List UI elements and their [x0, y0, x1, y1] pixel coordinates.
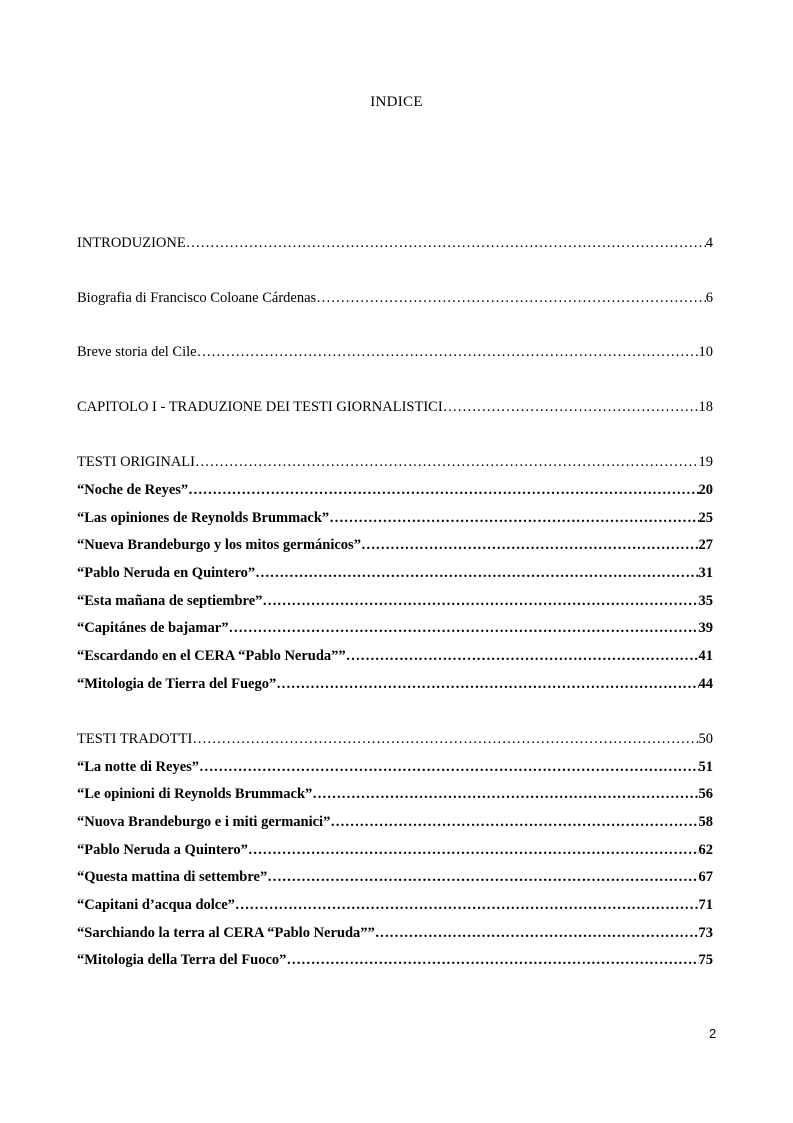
dot-leader: [316, 290, 706, 307]
toc-entry-testi-originali[interactable]: [77, 454, 713, 474]
dot-leader: [346, 648, 699, 665]
dot-leader: [199, 759, 698, 776]
toc-entry-page: 62: [698, 842, 713, 858]
toc-entry-mitologia-tierra[interactable]: [77, 676, 713, 696]
toc-entry-label: “Le opinioni di Reynolds Brummack”: [77, 786, 313, 802]
toc-entry-questa-mattina[interactable]: [77, 869, 713, 889]
toc-entry-label: “Noche de Reyes”: [77, 482, 189, 498]
toc-entry-label: “Capitani d’acqua dolce”: [77, 897, 235, 913]
toc-entry-page: 73: [698, 925, 713, 941]
toc-entry-la-notte-di-reyes[interactable]: [77, 759, 713, 779]
toc-entry-page: 71: [698, 897, 713, 913]
dot-leader: [312, 786, 698, 803]
dot-leader: [443, 399, 699, 416]
toc-entry-esta-manana[interactable]: [77, 593, 713, 613]
toc-entry-label: INTRODUZIONE: [77, 235, 186, 251]
toc-entry-capitanes-de-bajamar[interactable]: [77, 620, 713, 640]
toc-entry-label: “Nueva Brandeburgo y los mitos germánicos”: [77, 537, 361, 553]
toc-entry-label: “Escardando en el CERA “Pablo Neruda””: [77, 648, 346, 664]
toc-entry-page: 75: [698, 952, 713, 968]
toc-entry-label: “Pablo Neruda a Quintero”: [77, 842, 248, 858]
toc-entry-page: 50: [698, 731, 713, 747]
toc-entry-page: 18: [698, 399, 713, 415]
dot-leader: [330, 814, 698, 831]
toc-entry-page: 39: [698, 620, 713, 636]
toc-entry-pablo-neruda-en-quintero[interactable]: [77, 565, 713, 585]
toc-entry-page: 44: [698, 676, 713, 692]
toc-entry-biografia[interactable]: [77, 290, 713, 310]
toc-entry-label: “Sarchiando la terra al CERA “Pablo Neruda””: [77, 925, 375, 941]
toc-entry-page: 27: [698, 537, 713, 553]
toc-entry-nuova-brandeburgo[interactable]: [77, 814, 713, 834]
toc-entry-label: “Questa mattina di settembre”: [77, 869, 268, 885]
toc-entry-le-opinioni[interactable]: [77, 786, 713, 806]
toc-entry-page: 35: [698, 593, 713, 609]
dot-leader: [329, 510, 698, 527]
toc-entry-page: 19: [698, 454, 713, 470]
toc-entry-page: 67: [698, 869, 713, 885]
dot-leader: [262, 593, 698, 610]
index-heading: INDICE: [370, 94, 423, 110]
toc-entry-label: TESTI TRADOTTI: [77, 731, 193, 747]
dot-leader: [235, 897, 699, 914]
toc-entry-page: 25: [698, 510, 713, 526]
toc-entry-page: 51: [698, 759, 713, 775]
dot-leader: [276, 676, 698, 693]
toc-entry-label: TESTI ORIGINALI: [77, 454, 195, 470]
toc-entry-nueva-brandeburgo[interactable]: [77, 537, 713, 557]
dot-leader: [361, 537, 699, 554]
toc-entry-label: “Mitologia della Terra del Fuoco”: [77, 952, 287, 968]
toc-entry-page: 41: [698, 648, 713, 664]
dot-leader: [188, 482, 698, 499]
toc-entry-testi-tradotti[interactable]: [77, 731, 713, 751]
toc-entry-pablo-neruda-a-quintero[interactable]: [77, 842, 713, 862]
toc-entry-page: 56: [698, 786, 713, 802]
toc-entry-introduzione[interactable]: [77, 235, 713, 255]
toc-entry-label: “Mitologia de Tierra del Fuego”: [77, 676, 277, 692]
toc-entry-page: 20: [698, 482, 713, 498]
dot-leader: [286, 952, 698, 969]
toc-entry-page: 58: [698, 814, 713, 830]
dot-leader: [186, 235, 706, 252]
toc-entry-label: “Capitánes de bajamar”: [77, 620, 229, 636]
toc-entry-page: 31: [698, 565, 713, 581]
toc-entry-las-opiniones[interactable]: [77, 510, 713, 530]
toc-entry-mitologia-terra[interactable]: [77, 952, 713, 972]
toc-entry-capitani-acqua-dolce[interactable]: [77, 897, 713, 917]
toc-entry-label: “Las opiniones de Reynolds Brummack”: [77, 510, 330, 526]
dot-leader: [228, 620, 698, 637]
toc-entry-label: Biografia di Francisco Coloane Cárdenas: [77, 290, 317, 306]
toc-entry-capitolo-1[interactable]: [77, 399, 713, 419]
dot-leader: [248, 842, 699, 859]
toc-entry-label: Breve storia del Cile: [77, 344, 197, 360]
toc-entry-label: “Pablo Neruda en Quintero”: [77, 565, 256, 581]
toc-entry-sarchiando[interactable]: [77, 925, 713, 945]
toc-entry-label: “Nuova Brandeburgo e i miti germanici”: [77, 814, 331, 830]
dot-leader: [197, 344, 699, 361]
toc-entry-storia-cile[interactable]: [77, 344, 713, 364]
page-number: 2: [709, 1026, 717, 1041]
toc-entry-escardando[interactable]: [77, 648, 713, 668]
toc-entry-label: “La notte di Reyes”: [77, 759, 200, 775]
toc-entry-page: 6: [705, 290, 713, 306]
toc-entry-page: 4: [705, 235, 713, 251]
dot-leader: [192, 731, 698, 748]
dot-leader: [255, 565, 698, 582]
toc-entry-noche-de-reyes[interactable]: [77, 482, 713, 502]
toc-entry-label: CAPITOLO I - TRADUZIONE DEI TESTI GIORNALISTICI: [77, 399, 443, 415]
toc-entry-label: “Esta mañana de septiembre”: [77, 593, 263, 609]
dot-leader: [267, 869, 698, 886]
dot-leader: [195, 454, 699, 471]
dot-leader: [375, 925, 699, 942]
toc-entry-page: 10: [698, 344, 713, 360]
